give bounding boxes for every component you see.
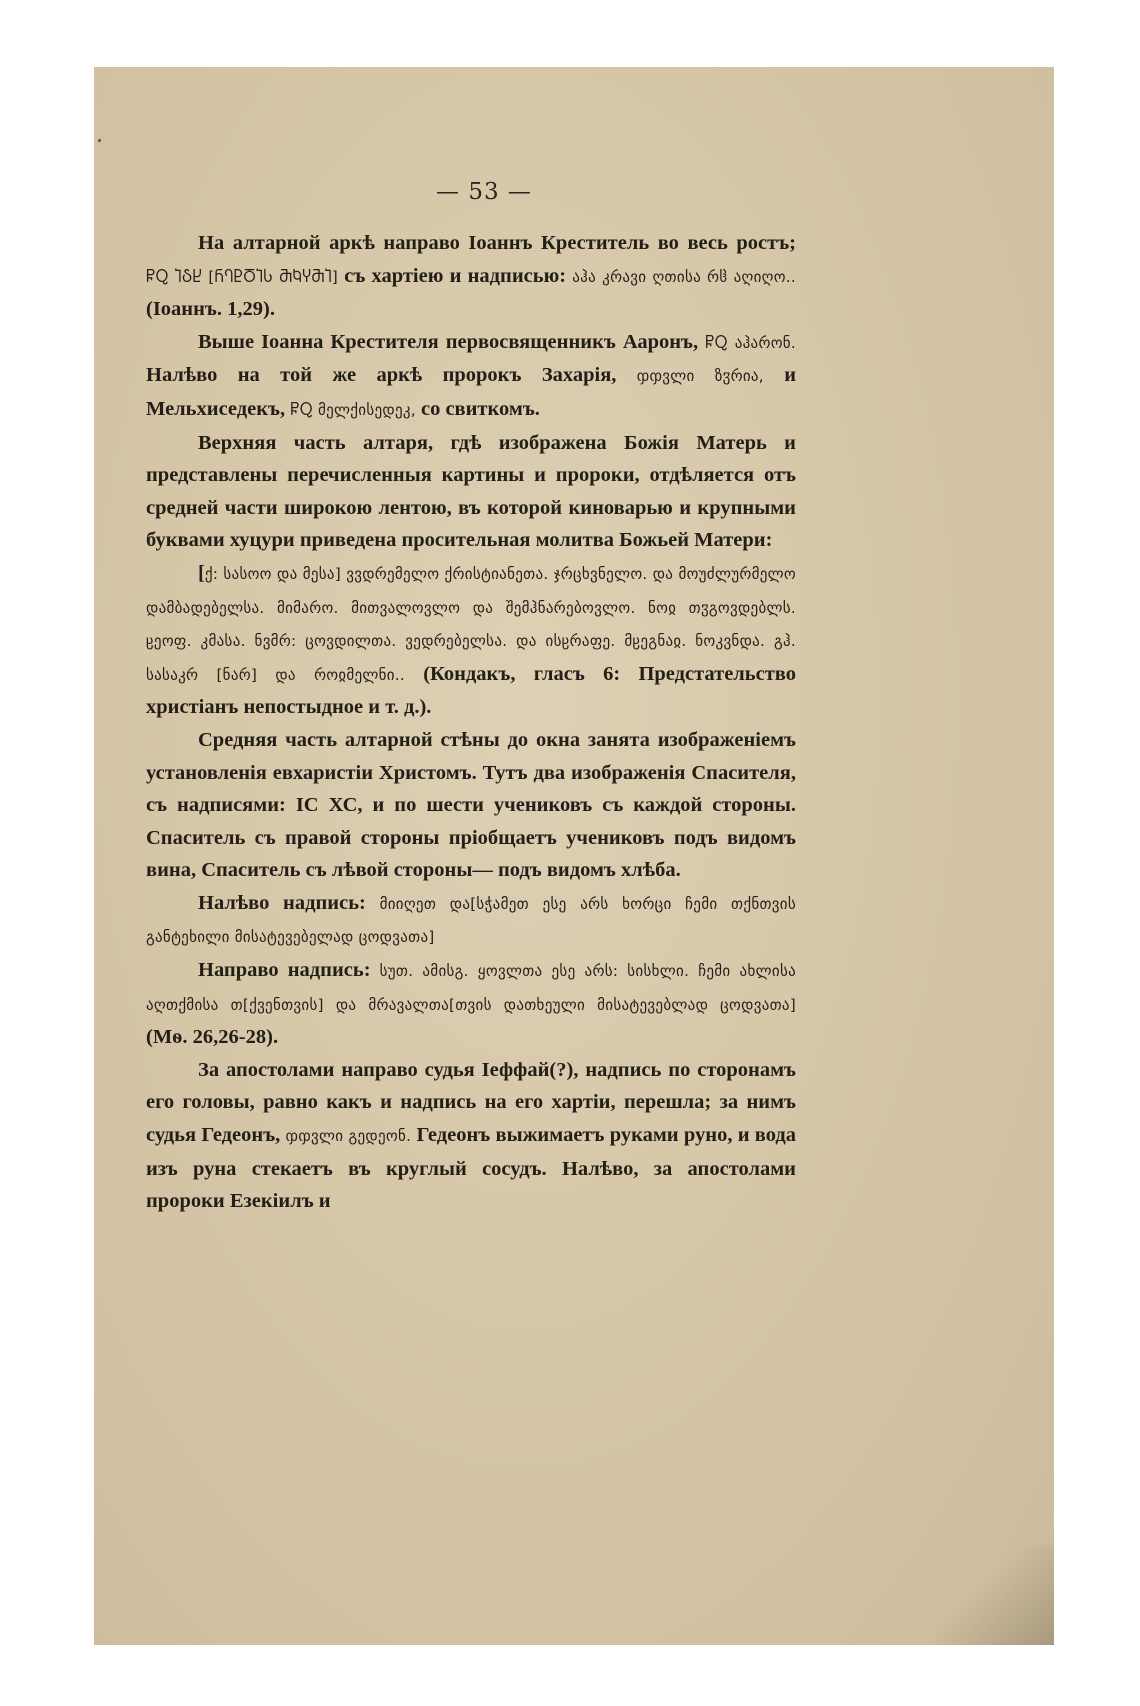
georgian-inscription: ႼႭ ႨჂႾ [ႬႤႲႣႨႱ ႫႩჄႫႨ] [146, 267, 345, 286]
georgian-inscription: ქ: სასოო და მესა] ვვდრემელო ქრისტიანეთა. ჯრცხვნელო. და მოუძლურმელო დამბადებელსა. მიმარო. მითვალოვლო და შემჰნარებოვლო. ნოჲ თჳგოვდებლს. ჸეოფ. კმასა. ნვმრ: ცოვდილთა. ვედრებელსა. და ისჸრაფე. მჸეგნაჲ. ნოკვნდა. გჰ. სასაკრ [ნარ] და როჲმელნი.. [146, 564, 796, 684]
russian-text: Верхняя часть алтаря, гдѣ изображена Божія Матерь и представлены перечисленныя картины и пророки, отдѣляется отъ средней части широкою лентою, въ которой киноварью и крупными буквами хуцури приведена просительная молитва Божьей Матери: [146, 431, 796, 552]
paragraph [146, 1054, 796, 1218]
paragraph [146, 557, 796, 724]
georgian-inscription: სუთ. ამისგ. ყოვლთა ესე არს: სისხლი. ჩემი ახლისა აღთქმისა თ[ქვენთვის] და მრავალთა[თვის დათხეული მისატევებლად ცოდვათა] [146, 962, 796, 1014]
body-text [146, 227, 796, 1218]
georgian-inscription: ჶჶვლი ზჳრია, [636, 367, 785, 386]
paragraph [146, 326, 796, 427]
russian-text: Направо надпись: [198, 959, 380, 982]
scanned-page [94, 67, 1054, 1645]
russian-text: Выше Іоанна Крестителя первосвященникъ Ааронъ, [198, 330, 706, 353]
paragraph [146, 887, 796, 954]
russian-text: Налѣво на той же аркѣ пророкъ Захарія, [146, 364, 637, 387]
russian-text: со свиткомъ. [420, 397, 540, 420]
russian-text: На алтарной аркѣ направо Іоаннъ Креститель во весь ростъ; [198, 232, 796, 254]
russian-text: (Мѳ. 26,26-28). [146, 1026, 279, 1049]
paragraph [146, 724, 796, 887]
russian-text: и Мельхиседекъ, [146, 364, 796, 420]
russian-text: Налѣво надпись: [198, 891, 380, 914]
russian-text: съ хартіею и надписью: [344, 264, 573, 287]
page-number: — 53 — [436, 179, 532, 205]
georgian-inscription: აჰა კრავი ღთისა რჱ აღიღო.. [572, 267, 796, 286]
georgian-inscription: ჶჶვლი გედეონ. [285, 1127, 417, 1146]
paragraph [146, 227, 796, 326]
paragraph [146, 954, 796, 1054]
page-edge-shadow [934, 1545, 1054, 1645]
georgian-inscription: ႼႭ მელქისედეკ, [290, 400, 421, 419]
russian-text: [ [198, 561, 205, 584]
russian-text: (Іоаннъ. 1,29). [146, 298, 275, 321]
russian-text: За апостолами направо судья Іеффай(?), надпись по сторонамъ его головы, равно какъ и надпись на его хартіи, перешла; за нимъ судья Гедеонъ, [146, 1058, 796, 1147]
paragraph [146, 427, 796, 557]
georgian-inscription: ႼႭ აჰარონ. [705, 333, 796, 352]
russian-text: (Кондакъ, гласъ 6: Предстательство христіанъ непостыдное и т. д.). [146, 662, 796, 719]
russian-text: Гедеонъ выжимаетъ руками руно, и вода изъ руна стекаетъ въ круглый сосудъ. Налѣво, за апостолами пророки Езекіилъ и [146, 1124, 796, 1213]
margin-speck [98, 139, 101, 142]
russian-text: Средняя часть алтарной стѣны до окна занята изображеніемъ установленія евхаристіи Христомъ. Тутъ два изображенія Спасителя, съ надписями: ІС ХС, и по шести учениковъ съ каждой стороны. Спаситель съ правой стороны пріобщаетъ учениковъ подъ видомъ вина, Спаситель съ лѣвой стороны— подъ видомъ хлѣба. [146, 728, 796, 882]
georgian-inscription: მიიღეთ და[სჭამეთ ესე არს ხორცი ჩემი თქნთვის განტეხილი მისატევებელად ცოდვათა] [146, 894, 796, 947]
